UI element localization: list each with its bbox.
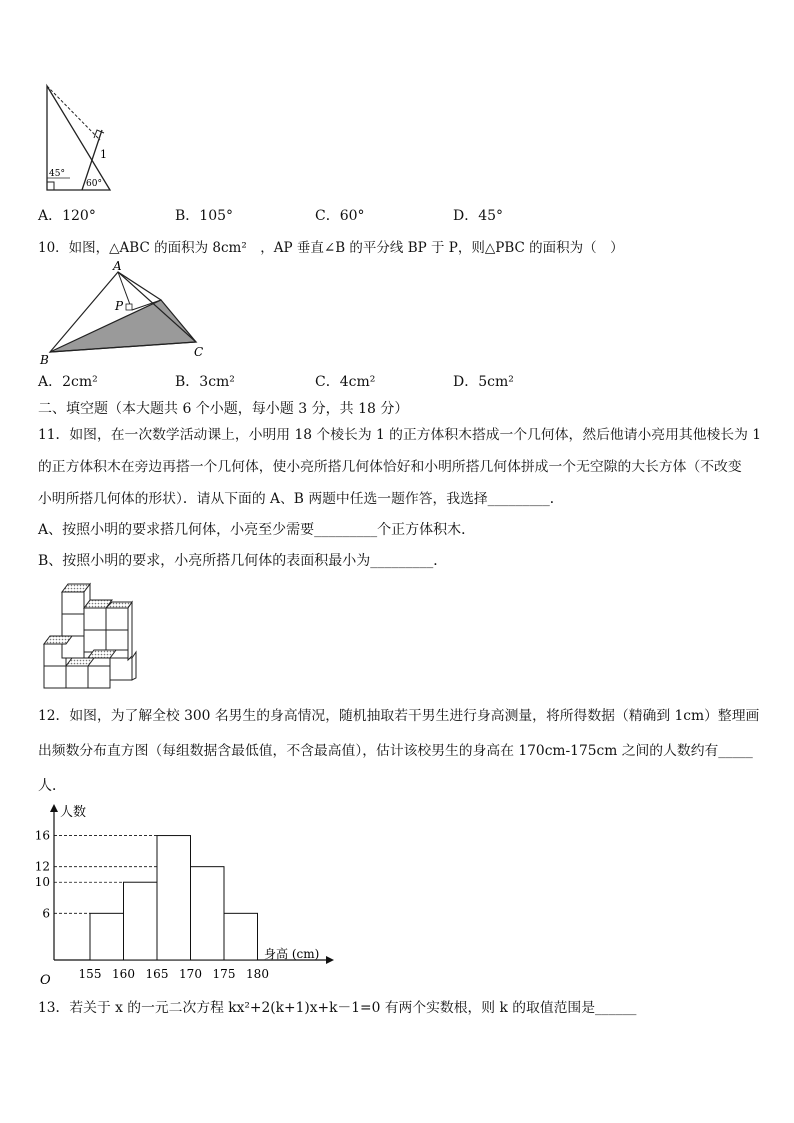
q12-line-2: 出频数分布直方图（每组数据含最低值，不含最高值），估计该校男生的身高在 170cm-175cm 之间的人数约有_____ [38,743,753,759]
q11-line-3: 小明所搭几何体的形状）．请从下面的 A、B 两题中任选一题作答，我选择_________． [38,491,564,507]
x-tick-label: 170 [179,967,202,981]
q13-question-text: 13．若关于 x 的一元二次方程 kx²+2(k+1)x+k－1=0 有两个实数根，则 k 的取值范围是______ [38,1000,637,1016]
y-tick-label: 10 [34,875,50,890]
q9-option-c[interactable]: C．60° [315,208,365,224]
q12-line-3: 人． [38,778,66,794]
q9-option-d[interactable]: D．45° [453,208,504,224]
y-tick-label: 12 [34,859,50,874]
q10-option-a[interactable]: A．2cm² [38,374,98,390]
y-tick-label: 6 [42,906,50,921]
x-tick-label: 160 [112,967,135,981]
q10-question-text: 10．如图，△ABC 的面积为 8cm² ，AP 垂直∠B 的平分线 BP 于 P，则△PBC 的面积为（ ） [38,240,624,256]
histogram-bar [191,867,225,960]
q9-triangle-figure [40,82,120,194]
q9-option-a[interactable]: A．120° [38,208,96,224]
x-axis-label: 身高 (cm) [264,947,320,961]
q11-option-a-text: A、按照小明的要求搭几何体，小亮至少需要_________个正方体积木． [38,522,476,538]
angle-60-label: 60° [86,179,102,189]
q10-option-c[interactable]: C．4cm² [315,374,376,390]
origin-label: O [40,973,51,988]
height-histogram [34,800,364,995]
x-tick-label: 180 [246,967,269,981]
angle-1-label: 1 [100,148,107,161]
q12-line-1: 12．如图，为了解全校 300 名男生的身高情况，随机抽取若干男生进行身高测量，将所得数据（精确到 1cm）整理画 [38,708,760,724]
histogram-bar [90,913,124,960]
histogram-bar [224,913,258,960]
section-title: 二、填空题（本大题共 6 个小题，每小题 3 分，共 18 分） [38,401,409,417]
q11-option-b-text: B、按照小明的要求，小亮所搭几何体的表面积最小为_________． [38,553,448,569]
q11-cube-figure [40,578,140,696]
q10-option-b[interactable]: B．3cm² [175,374,235,390]
angle-45-label: 45° [49,169,65,179]
x-tick-label: 155 [78,967,102,981]
vertex-b-label: B [40,353,49,367]
q9-option-b[interactable]: B．105° [175,208,234,224]
q10-option-d[interactable]: D．5cm² [453,374,514,390]
histogram-bar [124,882,158,960]
q11-line-2: 的正方体积木在旁边再搭一个几何体，使小亮所搭几何体恰好和小明所搭几何体拼成一个无空隙的大长方体（不改变 [38,459,742,475]
y-axis-label: 人数 [60,805,87,820]
x-tick-label: 175 [212,967,236,981]
vertex-a-label: A [113,260,122,273]
vertex-c-label: C [194,345,204,359]
x-tick-label: 165 [145,967,169,981]
q11-line-1: 11．如图，在一次数学活动课上，小明用 18 个棱长为 1 的正方体积木搭成一个几何体，然后他请小亮用其他棱长为 1 [38,427,762,443]
q10-triangle-figure [36,260,216,370]
histogram-bar [157,836,191,960]
y-tick-label: 16 [34,828,50,843]
point-p-label: P [115,299,124,313]
